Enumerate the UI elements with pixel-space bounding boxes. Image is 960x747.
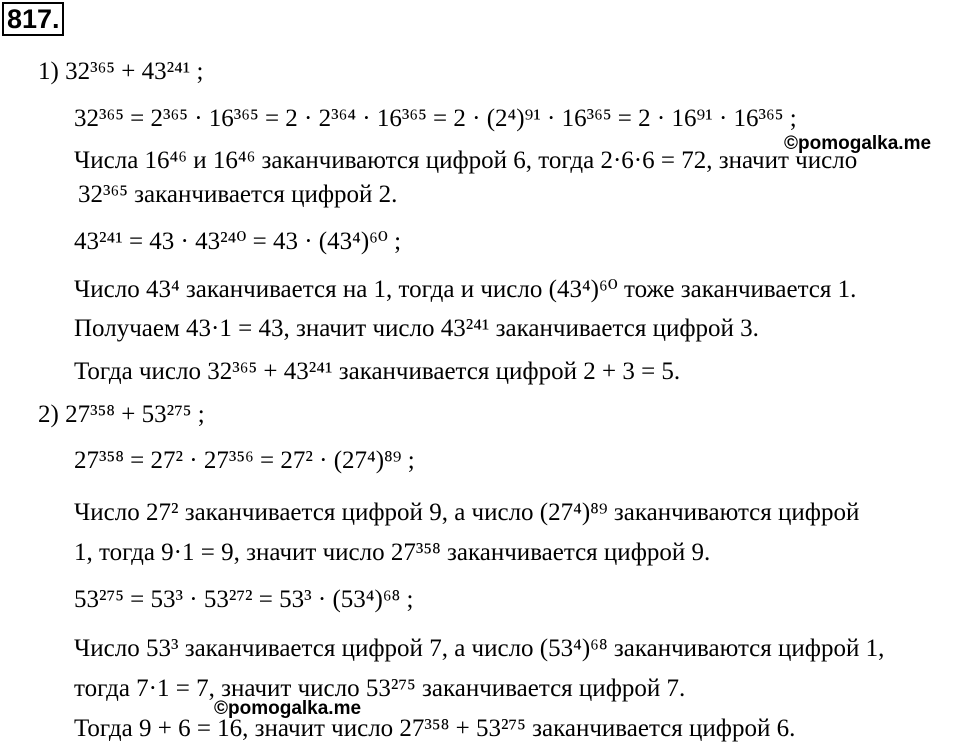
equation-27-power: 27³⁵⁸ = 27² · 27³⁵⁶ = 27² · (27⁴)⁸⁹ ; [74, 447, 415, 474]
text-line: Тогда 9 + 6 = 16, значит число 27³⁵⁸ + 53²⁷⁵ заканчивается цифрой 6. [74, 715, 796, 742]
watermark-bottom: ©pomogalka.me [214, 698, 362, 719]
text-line: Число 27² заканчивается цифрой 9, а число (27⁴)⁸⁹ заканчиваются цифрой [74, 499, 860, 526]
text-line: Число 53³ заканчивается цифрой 7, а число (53⁴)⁶⁸ заканчиваются цифрой 1, [74, 635, 885, 662]
text-line: Тогда число 32³⁶⁵ + 43²⁴¹ заканчивается цифрой 2 + 3 = 5. [74, 358, 681, 385]
text-line: Получаем 43·1 = 43, значит число 43²⁴¹ заканчивается цифрой 3. [74, 315, 759, 342]
text-line: тогда 7·1 = 7, значит число 53²⁷⁵ заканчивается цифрой 7. [74, 675, 686, 702]
equation-53-power: 53²⁷⁵ = 53³ · 53²⁷² = 53³ · (53⁴)⁶⁸ ; [74, 586, 414, 613]
part-2-heading: 2) 27³⁵⁸ + 53²⁷⁵ ; [38, 401, 205, 428]
text-line: 1, тогда 9·1 = 9, значит число 27³⁵⁸ заканчивается цифрой 9. [74, 539, 711, 566]
text-line: Числа 16⁴⁶ и 16⁴⁶ заканчиваются цифрой 6, тогда 2·6·6 = 72, значит число [74, 147, 858, 174]
problem-number: 817. [2, 2, 64, 36]
part-1-heading: 1) 32³⁶⁵ + 43²⁴¹ ; [38, 58, 204, 85]
watermark-top: ©pomogalka.me [784, 133, 932, 154]
equation-43-power: 43²⁴¹ = 43 · 43²⁴⁰ = 43 · (43⁴)⁶⁰ ; [74, 228, 402, 255]
equation-32-power: 32³⁶⁵ = 2³⁶⁵ · 16³⁶⁵ = 2 · 2³⁶⁴ · 16³⁶⁵ = 2 · (2⁴)⁹¹ · 16³⁶⁵ = 2 · 16⁹¹ · 16³⁶⁵ ; [74, 105, 797, 132]
text-line: 32³⁶⁵ заканчивается цифрой 2. [78, 181, 398, 208]
text-line: Число 43⁴ заканчивается на 1, тогда и число (43⁴)⁶⁰ тоже заканчивается 1. [74, 276, 857, 303]
